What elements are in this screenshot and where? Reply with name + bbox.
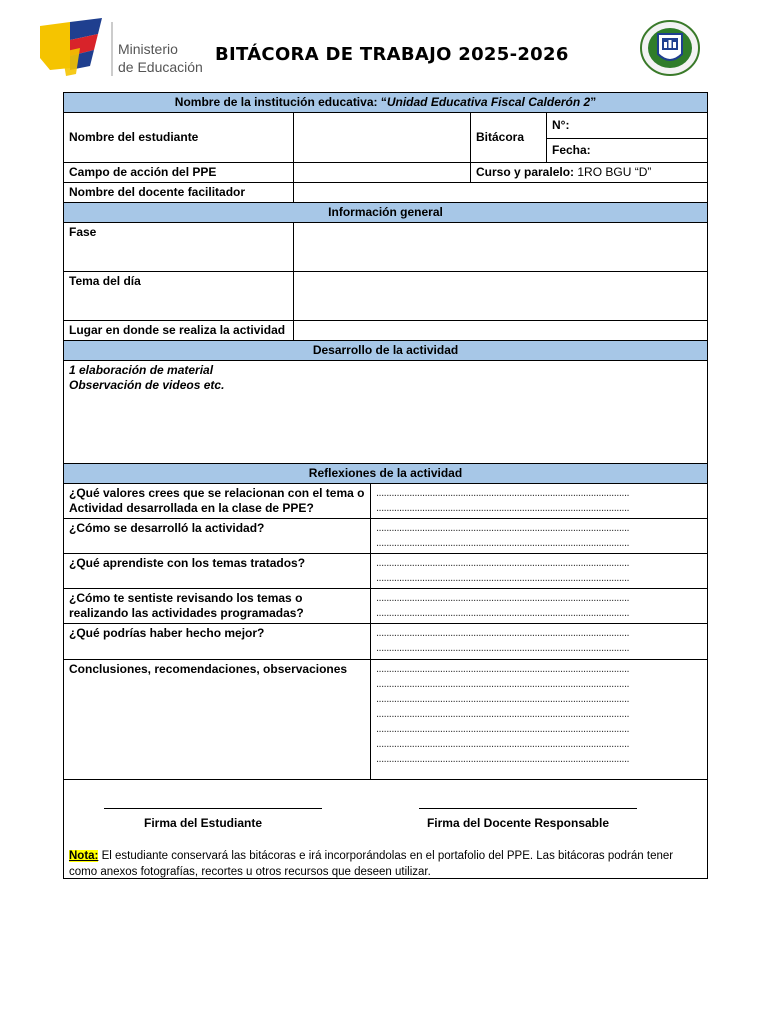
question-6: Conclusiones, recomendaciones, observaciones xyxy=(64,660,371,780)
answer-lines-6[interactable]: ................................................................................................... ................................................................................................... ................................................................................................... ................................................................................................... ................................................................................................... ................................................................................................... ................................................................................................... xyxy=(371,660,708,780)
topic-field[interactable] xyxy=(294,272,708,321)
student-name-label: Nombre del estudiante xyxy=(64,113,294,163)
course-value: 1RO BGU “D” xyxy=(574,165,652,179)
logbook-form xyxy=(63,92,708,879)
answer-lines-2[interactable]: ................................................................................................... ................................................................................................... xyxy=(371,519,708,554)
question-2: ¿Cómo se desarrolló la actividad? xyxy=(64,519,371,554)
question-1: ¿Qué valores crees que se relacionan con el tema o Actividad desarrollada en la clase de PPE? xyxy=(64,484,371,519)
student-signature-label: Firma del Estudiante xyxy=(143,816,263,830)
teacher-field[interactable] xyxy=(294,183,708,203)
phase-field[interactable] xyxy=(294,223,708,272)
date-label: Fecha: xyxy=(547,139,708,163)
ministry-line1: Ministerio xyxy=(118,41,178,57)
reflections-header: Reflexiones de la actividad xyxy=(64,464,708,484)
development-line1: 1 elaboración de material xyxy=(69,363,214,377)
field-label: Campo de acción del PPE xyxy=(64,163,294,183)
development-header: Desarrollo de la actividad xyxy=(64,341,708,361)
answer-lines-4[interactable]: ................................................................................................... ................................................................................................... xyxy=(371,589,708,624)
answer-lines-3[interactable]: ................................................................................................... ................................................................................................... xyxy=(371,554,708,589)
ministry-line2: de Educación xyxy=(118,59,203,75)
note xyxy=(69,848,701,880)
ministerio-educacion-logo xyxy=(40,18,210,80)
course-cell: Curso y paralelo: 1RO BGU “D” xyxy=(471,163,708,183)
page-header xyxy=(0,0,768,90)
bitacora-label: Bitácora xyxy=(471,113,547,163)
answer-lines-5[interactable]: ................................................................................................... ................................................................................................... xyxy=(371,624,708,660)
signature-section xyxy=(64,780,708,879)
general-info-header: Información general xyxy=(64,203,708,223)
institution-header: Nombre de la institución educativa: “Unidad Educativa Fiscal Calderón 2” xyxy=(64,93,708,113)
development-line2: Observación de videos etc. xyxy=(69,378,225,392)
field-value[interactable] xyxy=(294,163,471,183)
teacher-signature-label: Firma del Docente Responsable xyxy=(426,816,610,830)
school-seal-icon xyxy=(640,20,700,76)
topic-label: Tema del día xyxy=(64,272,294,321)
institution-name: Unidad Educativa Fiscal Calderón 2 xyxy=(386,95,591,109)
student-signature-line[interactable] xyxy=(104,808,322,809)
number-label: N°: xyxy=(547,113,708,139)
note-label: Nota: xyxy=(69,850,99,862)
question-4: ¿Cómo te sentiste revisando los temas o realizando las actividades programadas? xyxy=(64,589,371,624)
note-text: El estudiante conservará las bitácoras e irá incorporándolas en el portafolio del PPE. Las bitácoras podrán tener como anexos fotografías, recortes u otros recursos que deseen utilizar. xyxy=(69,850,674,878)
phase-label: Fase xyxy=(64,223,294,272)
teacher-signature-line[interactable] xyxy=(419,808,637,809)
place-field[interactable] xyxy=(294,321,708,341)
answer-lines-1[interactable]: ................................................................................................... ................................................................................................... xyxy=(371,484,708,519)
development-content[interactable] xyxy=(64,361,708,464)
question-3: ¿Qué aprendiste con los temas tratados? xyxy=(64,554,371,589)
place-label: Lugar en donde se realiza la actividad xyxy=(64,321,294,341)
question-5: ¿Qué podrías haber hecho mejor? xyxy=(64,624,371,660)
teacher-label: Nombre del docente facilitador xyxy=(64,183,294,203)
page-title: BITÁCORA DE TRABAJO 2025-2026 xyxy=(215,44,569,65)
student-name-field[interactable] xyxy=(294,113,471,163)
